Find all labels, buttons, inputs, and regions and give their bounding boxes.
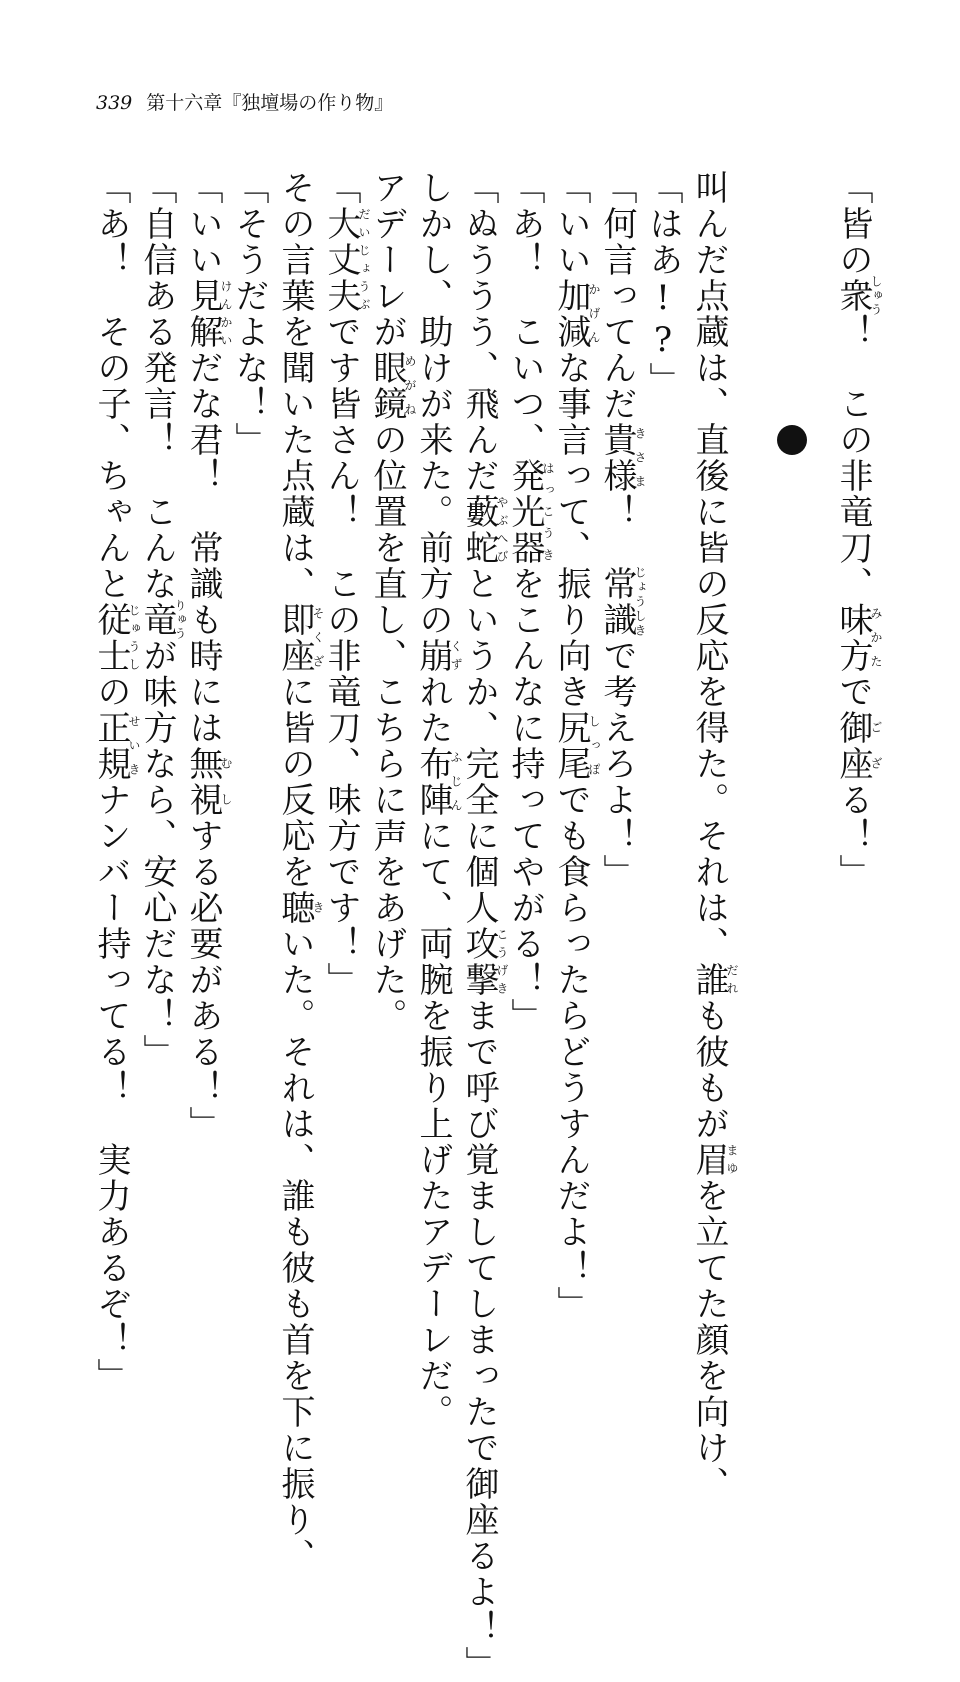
text-column: 「そうだよな！」 [229,170,269,458]
text-column: 「あ！ その子、ちゃんと従士じゅうしの正規せいきナンバー持ってる！ 実力あるぞ！」 [91,170,141,1394]
text-column: 「何言ってんだ貴様きさま！ 常識じょうしきで考えろよ！」 [597,170,647,890]
running-header [96,88,393,115]
text-column: 「自信ある発言！ こんな竜りゅうが味方なら、安心だな！」 [137,170,187,1070]
section-bullet-icon [777,425,807,455]
text-column: その言葉を聞いた点蔵は、即座そくざに皆の反応を聴きいた。それは、誰も彼も首を下に振り、 [275,170,325,1574]
text-column: アデーレが眼鏡めがねの位置を直し、こちらに声をあげた。 [367,170,417,1034]
text-column: 「大丈夫だいじょうぶです皆さん！ この非竜刀、味方です！」 [321,170,371,998]
text-column: 「いい加減かげんな事言って、振り向き尻尾しっぽでも食らったらどうすんだよ！」 [551,170,601,1322]
text-column: 「いい見解けんかいだな君！ 常識も時には無視むしする必要がある！」 [183,170,233,1142]
text-column: 「はあ!?」 [643,170,683,398]
text-column: 「ぬううう、飛んだ藪蛇やぶへびというか、完全に個人攻撃こうげきまで呼び覚ましてしまったで御座るよ！」 [459,170,509,1682]
page-number: 339 [96,92,133,114]
chapter-title: 第十六章『独壇場の作り物』 [146,92,394,114]
text-column: 「皆の衆しゅう！ この非竜刀、味方みかたで御座ござる！」 [833,170,883,890]
text-column: 「あ！ こいつ、発光器はっこうきをこんなに持ってやがる！」 [505,170,555,1034]
text-column: しかし、助けが来た。前方の崩くずれた布陣ふじんにて、両腕を振り上げたアデーレだ。 [413,170,463,1430]
text-column: 叫んだ点蔵は、直後に皆の反応を得た。それは、誰だれも彼もが眉まゆを立てた顔を向け、 [689,170,739,1502]
